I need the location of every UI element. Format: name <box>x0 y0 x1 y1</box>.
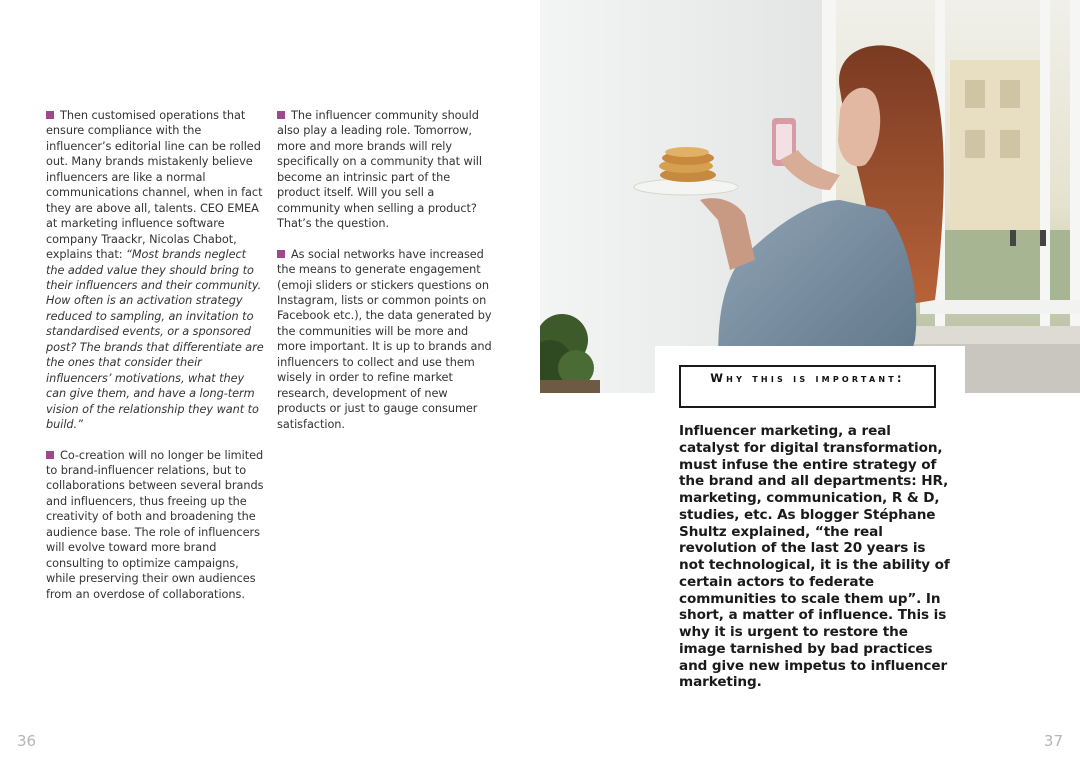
bullet-square-icon <box>277 111 285 119</box>
page-number-left: 36 <box>17 732 37 750</box>
callout-heading: Why this is important: <box>710 371 905 385</box>
bullet-square-icon <box>46 451 54 459</box>
paragraph <box>46 448 264 603</box>
paragraph-text: Co-creation will no longer be limited to brand-influencer relations, but to collaborations between several brands and influencers, thus freeing up the creativity of both and broadening the audience base. The role of influencers will evolve toward more brand consulting to optimize campaigns, while preserving their own audiences from an overdose of collaborations. <box>46 448 264 601</box>
text-column-left <box>46 108 264 617</box>
callout-heading-box <box>679 365 936 408</box>
callout-body-text: Influencer marketing, a real catalyst for digital transformation, must infuse the entire strategy of the brand and all departments: HR, marketing, communication, R & D, studies, etc. As blogger Stéphane Shultz explained, “the real revolution of the last 20 years is not technological, it is the ability of certain actors to federate communities to scale them up”. In short, a matter of influence. This is why it is urgent to restore the image tarnished by bad practices and give new impetus to influencer marketing. <box>679 423 950 691</box>
photo-woman-photographing-waffles <box>540 0 1080 393</box>
page-number-right: 37 <box>1043 732 1063 750</box>
text-column-right <box>277 108 495 447</box>
quote-text: “Most brands neglect the added value they should bring to their influencers and their community. How often is an activation strategy reduced to sampling, an invitation to standardised events, or a sponsored post? The brands that differentiate are the ones that consider their influencers’ motivations, what they can give them, and have a long-term vision of the relationship they want to build.” <box>46 248 264 432</box>
paragraph-text: The influencer community should also play a leading role. Tomorrow, more and more brands will rely specifically on a community that will become an intrinsic part of the product itself. Will you sell a community when selling a product? That’s the question. <box>277 109 482 231</box>
bullet-square-icon <box>277 250 285 258</box>
paragraph <box>277 247 495 432</box>
paragraph-text: Then customised operations that ensure compliance with the influencer’s editorial line can be rolled out. Many brands mistakenly believe influencers are like a normal communications channel, when in fact they are above all, talents. CEO EMEA at marketing influence software company Traackr, Nicolas Chabot, explains that: <box>46 109 263 262</box>
paragraph-text: As social networks have increased the means to generate engagement (emoji sliders or stickers questions on Instagram, lists or common points on Facebook etc.), the data generated by the communities will be more and more important. It is up to brands and influencers to collect and use them wisely in order to refine market research, development of new products or just to gauge consumer satisfaction. <box>277 247 492 431</box>
paragraph <box>277 108 495 232</box>
bullet-square-icon <box>46 111 54 119</box>
paragraph <box>46 108 264 433</box>
